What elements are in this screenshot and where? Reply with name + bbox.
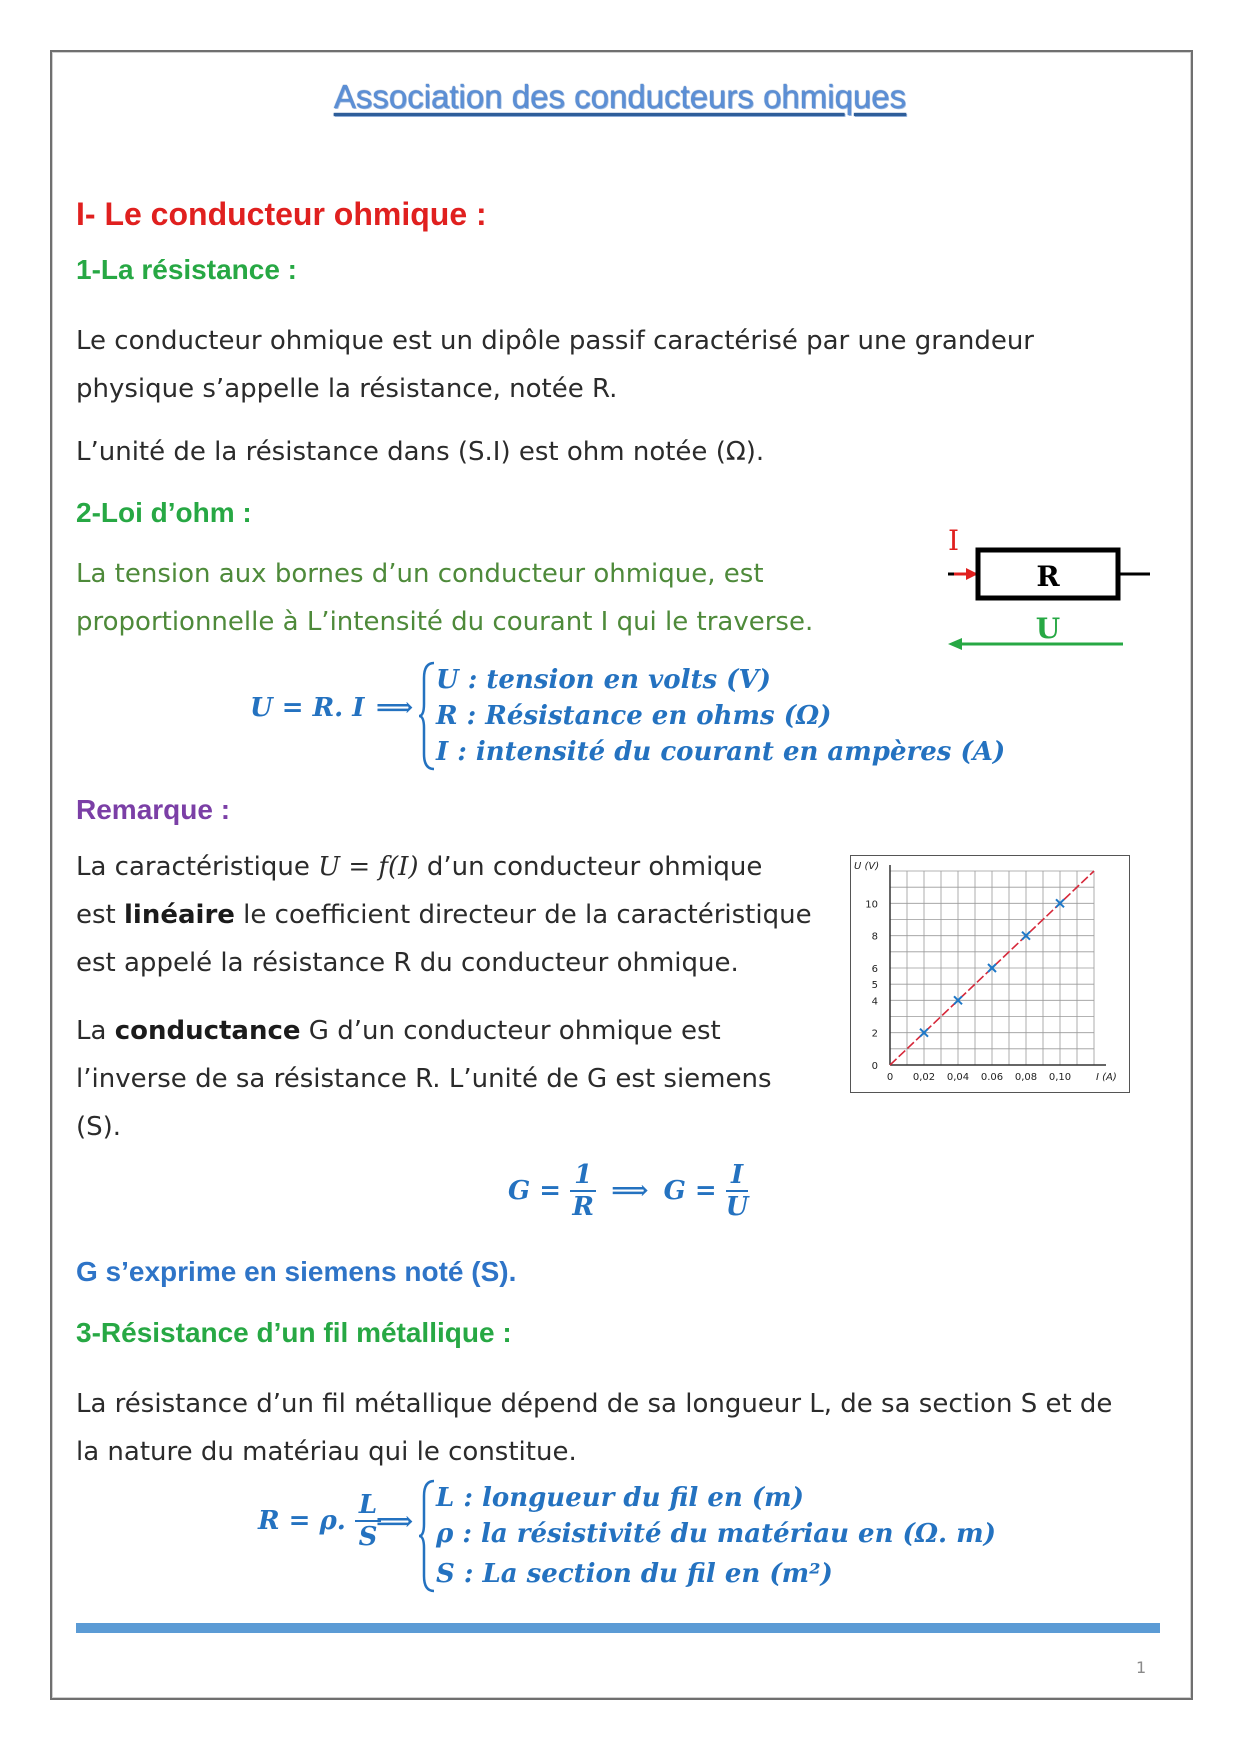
law-statement [76,550,813,646]
chart-border [851,856,1130,1093]
ohm-formula-arrow: ⟹ [376,693,414,723]
formula-g: G = [508,1176,562,1206]
text-line: Le conducteur ohmique est un dipôle passif caractérisé par une grandeur [76,326,1035,356]
conductance-formula [508,1160,748,1222]
fraction-1-r [570,1160,596,1222]
resistivity-cases [436,1480,996,1592]
resistor-label: R [1036,560,1060,593]
g-unit-statement: G s’exprime en siemens noté (S). [76,1256,517,1287]
ohm-cases [436,662,1005,770]
text-line: proportionnelle à L’intensité du courant I qui le traverse. [76,607,814,637]
fraction-denominator: S [358,1522,378,1552]
y-axis-label: U (V) [854,861,880,872]
section-heading-conducteur: I- Le conducteur ohmique : [76,196,487,232]
fraction-numerator: L [355,1490,381,1522]
resistivity-arrow: ⟹ [376,1507,414,1537]
inline-math: U = f(I) [318,852,419,882]
brace-resistivity [418,1478,438,1594]
subheading-resistance: 1-La résistance : [76,254,297,285]
wire-resistance-paragraph [76,1380,1112,1476]
fraction-denominator: U [725,1192,749,1222]
text-line [76,843,836,891]
x-tick-label: 0 [886,1072,894,1083]
formula-r-rho: R = ρ. [258,1506,346,1536]
text-line [76,891,836,939]
fraction-numerator: I [726,1160,749,1192]
y-tick-label: 8 [871,931,878,943]
case-line: U : tension en volts (V) [436,665,771,695]
case-line: L : longueur du fil en (m) [436,1483,804,1513]
remark-paragraph [76,843,836,987]
fraction-denominator: R [572,1192,594,1222]
x-tick-label: 0,04 [946,1072,970,1083]
text-fragment: le coefficient directeur de la caractéristique [234,900,812,930]
subheading-fil-metallique: 3-Résistance d’un fil métallique : [76,1317,512,1348]
text-fragment: d’un conducteur ohmique [418,852,763,882]
voltage-arrow-head [948,638,962,650]
text-line: physique s’appelle la résistance, notée R. [76,374,618,404]
y-tick-label: 0 [871,1061,878,1072]
text-line: (S). [76,1112,122,1142]
text-line: la nature du matériau qui le constitue. [76,1437,577,1467]
case-line: ρ : la résistivité du matériau en (Ω. m) [436,1519,996,1549]
y-tick-label: 4 [871,996,878,1008]
brace-ohm [418,660,438,772]
implies-arrow: ⟹ [611,1176,649,1206]
paragraph-unit: L’unité de la résistance dans (S.I) est ohm notée (Ω). [76,437,765,467]
x-tick-label: 0,02 [912,1072,936,1083]
text-fragment: G d’un conducteur ohmique est [300,1016,721,1046]
text-line [76,1007,836,1055]
text-line: La tension aux bornes d’un conducteur ohmique, est [76,559,764,589]
x-tick-label: 0,10 [1048,1072,1072,1083]
page-number: 1 [1136,1658,1147,1677]
remark-heading: Remarque : [76,794,231,825]
x-tick-label: 0,08 [1014,1072,1038,1083]
ohm-formula-lhs: U = R. I [250,693,365,723]
y-tick-label: 6 [871,964,878,975]
conductance-paragraph [76,1007,836,1151]
voltage-label: U [1035,612,1061,645]
y-tick-label: 5 [871,980,878,992]
case-line: S : La section du fil en (m²) [436,1559,833,1589]
subheading-loi-ohm: 2-Loi d’ohm : [76,497,252,528]
footer-bar [76,1623,1160,1633]
characteristic-chart [850,855,1130,1093]
y-tick-label: 10 [865,899,878,911]
bold-term: conductance [114,1016,301,1046]
paragraph-resistance [76,317,1034,413]
text-line: l’inverse de sa résistance R. L’unité de G est siemens [76,1064,772,1094]
x-axis-label: I (A) [1096,1072,1117,1083]
bold-term: linéaire [124,900,235,930]
text-fragment: La [76,1016,115,1046]
text-line: est appelé la résistance R du conducteur ohmique. [76,948,739,978]
case-line: I : intensité du courant en ampères (A) [436,737,1006,767]
fraction-i-u [726,1160,749,1222]
formula-g2: G = [663,1176,717,1206]
y-tick-label: 2 [871,1028,878,1040]
case-line: R : Résistance en ohms (Ω) [436,701,832,731]
text-line: La résistance d’un fil métallique dépend de sa longueur L, de sa section S et de [76,1389,1113,1419]
text-fragment: est [76,900,125,930]
resistor-diagram [918,520,1150,660]
current-label: I [948,524,960,557]
x-tick-label: 0.06 [980,1072,1004,1083]
fraction-numerator: 1 [570,1160,596,1192]
text-fragment: La caractéristique [76,852,319,882]
page-title: Association des conducteurs ohmiques [333,78,907,115]
resistivity-formula-lhs [258,1490,381,1552]
